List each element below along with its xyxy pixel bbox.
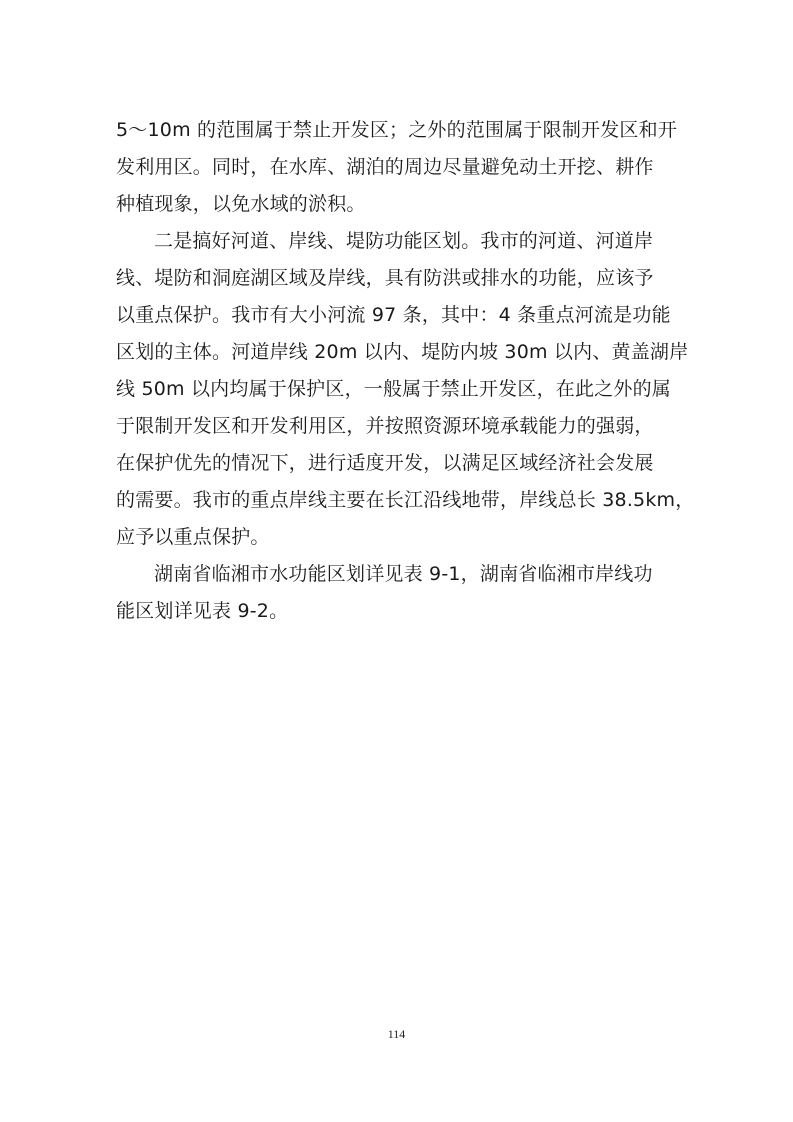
paragraph-start-line: 湖南省临湘市水功能区划详见表 9-1，湖南省临湘市岸线功 — [154, 563, 653, 585]
text-line: 线 50m 以内均属于保护区，一般属于禁止开发区，在此之外的属 — [116, 378, 671, 400]
text-line: 应予以重点保护。 — [116, 526, 270, 548]
paragraph-start-line: 二是搞好河道、岸线、堤防功能区划。我市的河道、河道岸 — [154, 230, 654, 252]
text-line: 线、堤防和洞庭湖区域及岸线，具有防洪或排水的功能，应该予 — [116, 267, 654, 289]
text-line: 的需要。我市的重点岸线主要在长江沿线地带，岸线总长 38.5km， — [116, 489, 695, 511]
text-line: 于限制开发区和开发利用区，并按照资源环境承载能力的强弱， — [116, 415, 654, 437]
page-number: 114 — [387, 1027, 406, 1041]
text-line: 在保护优先的情况下，进行适度开发，以满足区域经济社会发展 — [116, 452, 654, 474]
text-line: 能区划详见表 9-2。 — [116, 600, 289, 622]
text-line: 以重点保护。我市有大小河流 97 条，其中：4 条重点河流是功能 — [116, 304, 671, 326]
text-line: 发利用区。同时，在水库、湖泊的周边尽量避免动土开挖、耕作 — [116, 156, 654, 178]
text-line: 5～10m 的范围属于禁止开发区；之外的范围属于限制开发区和开 — [116, 119, 678, 141]
text-line: 区划的主体。河道岸线 20m 以内、堤防内坡 30m 以内、黄盖湖岸 — [116, 341, 689, 363]
text-line: 种植现象，以免水域的淤积。 — [116, 193, 366, 215]
